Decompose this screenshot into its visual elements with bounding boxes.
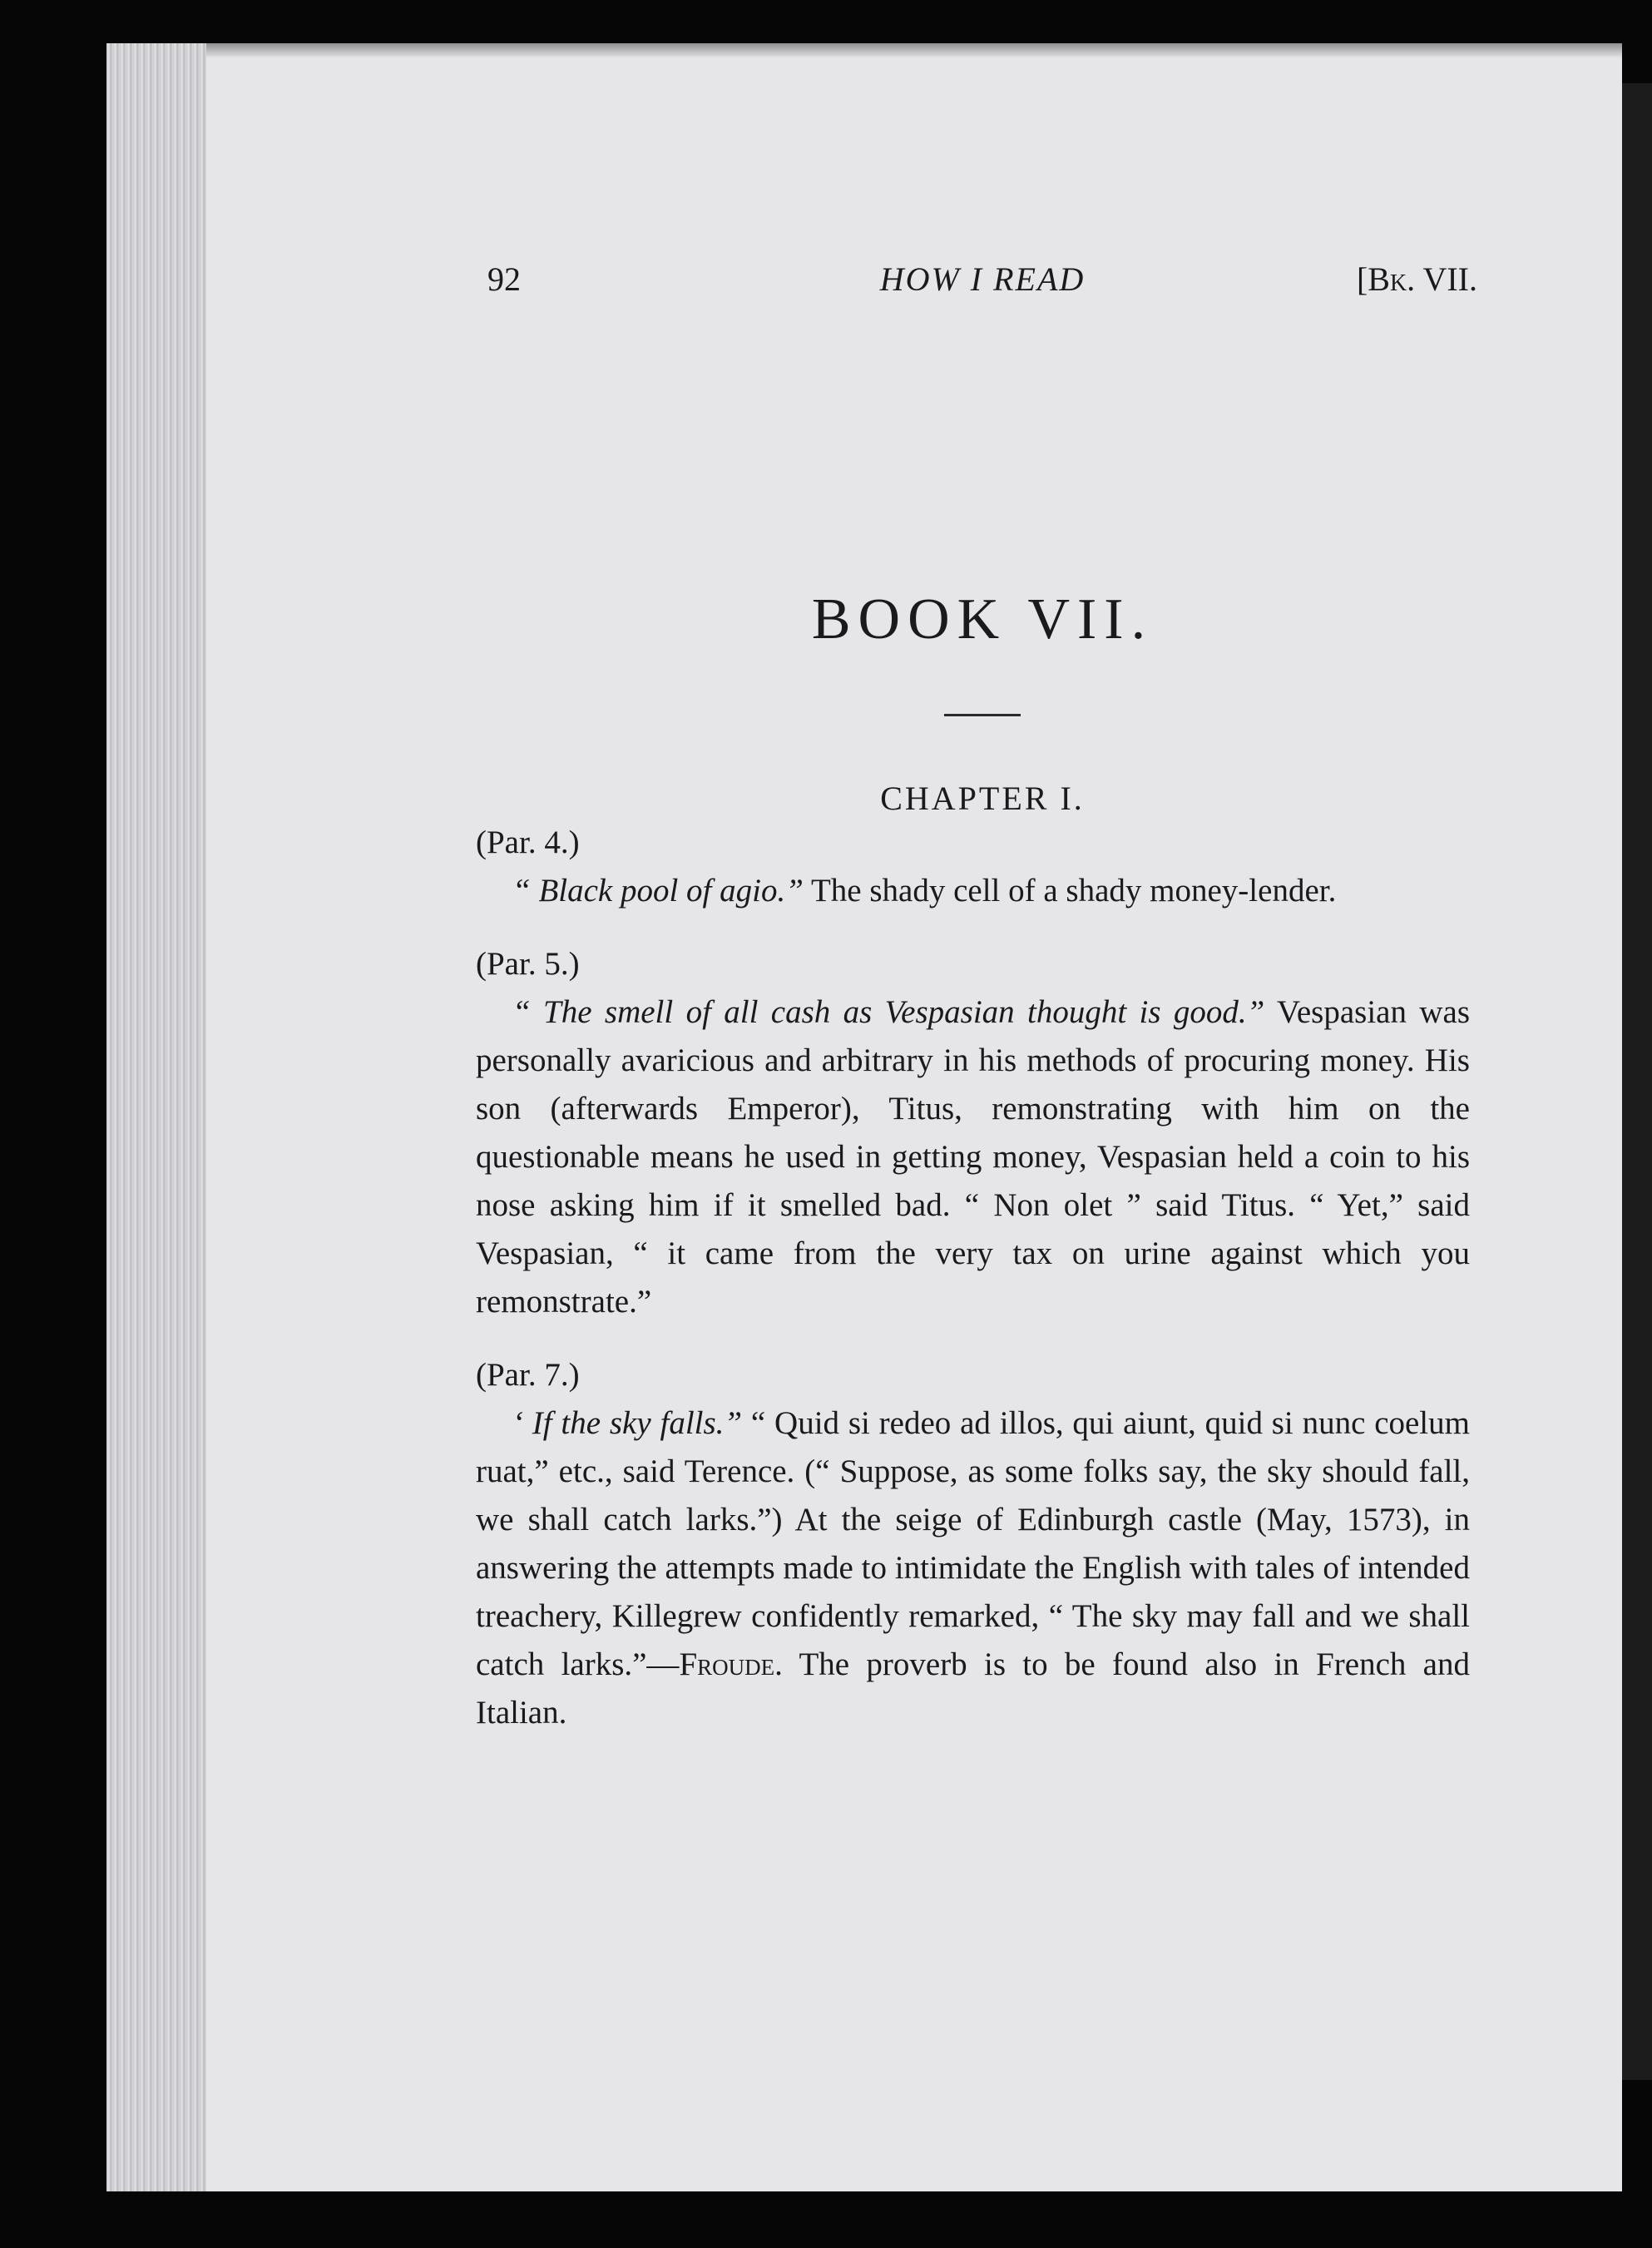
- quoted-phrase: “ Black pool of agio.”: [512, 873, 804, 909]
- paragraph-reference: (Par. 4.): [476, 824, 580, 860]
- page-stack-edge: [106, 43, 206, 2191]
- note-par-7: [476, 1351, 1470, 1737]
- note-text: [476, 1399, 1470, 1737]
- book-reference: [1357, 255, 1477, 305]
- quoted-phrase: “ The smell of all cash as Vespasian thought is good.”: [512, 994, 1265, 1030]
- book-reference-abbrev: k.: [1389, 260, 1416, 298]
- note-par-4: [476, 819, 1470, 915]
- book-reference-prefix: [B: [1356, 260, 1390, 298]
- running-head: [487, 255, 1477, 305]
- page-number: 92: [487, 260, 521, 298]
- quoted-phrase: ‘ If the sky falls.”: [512, 1405, 743, 1441]
- page-top-shadow: [206, 43, 1622, 58]
- explanation: “ Quid si redeo ad illos, qui aiunt, quid si nunc coelum ruat,” etc., said Terence. (“ Suppose, as some folks say, the sky should fall, we shall catch larks.”) At the seige of Edinburgh castle (May, 1573), in answering the attempts made to intimidate the English with tales of intended treachery, Killegrew confidently remarked, “ The sky may fall and we shall catch larks.”—: [476, 1405, 1470, 1682]
- attribution: Froude.: [679, 1646, 783, 1682]
- note-text: [476, 867, 1470, 915]
- explanation-continued: The proverb is to be found also in French and Italian.: [476, 1646, 1470, 1731]
- explanation: Vespasian was personally avaricious and arbitrary in his methods of procuring money. His son (afterwards Emperor), Titus, remonstrating with him on the questionable means he used in getting money, Vespasian held a coin to his nose asking him if it smelled bad. “ Non olet ” said Titus. “ Yet,” said Vespasian, “ it came from the very tax on urine against which you remonstrate.”: [476, 994, 1470, 1320]
- book-reference-suffix: VII.: [1415, 260, 1477, 298]
- paragraph-reference: (Par. 7.): [476, 1357, 580, 1393]
- running-title: HOW I READ: [879, 260, 1086, 298]
- binding-strip: [1622, 83, 1652, 2080]
- chapter-heading: CHAPTER I.: [880, 780, 1085, 817]
- note-par-5: [476, 940, 1470, 1326]
- book-heading: BOOK VII.: [811, 587, 1154, 651]
- paragraph-reference: (Par. 5.): [476, 946, 580, 982]
- heading-rule: [944, 714, 1021, 716]
- note-text: [476, 988, 1470, 1326]
- explanation: The shady cell of a shady money-lender.: [803, 873, 1337, 909]
- notes-body: [476, 819, 1470, 1762]
